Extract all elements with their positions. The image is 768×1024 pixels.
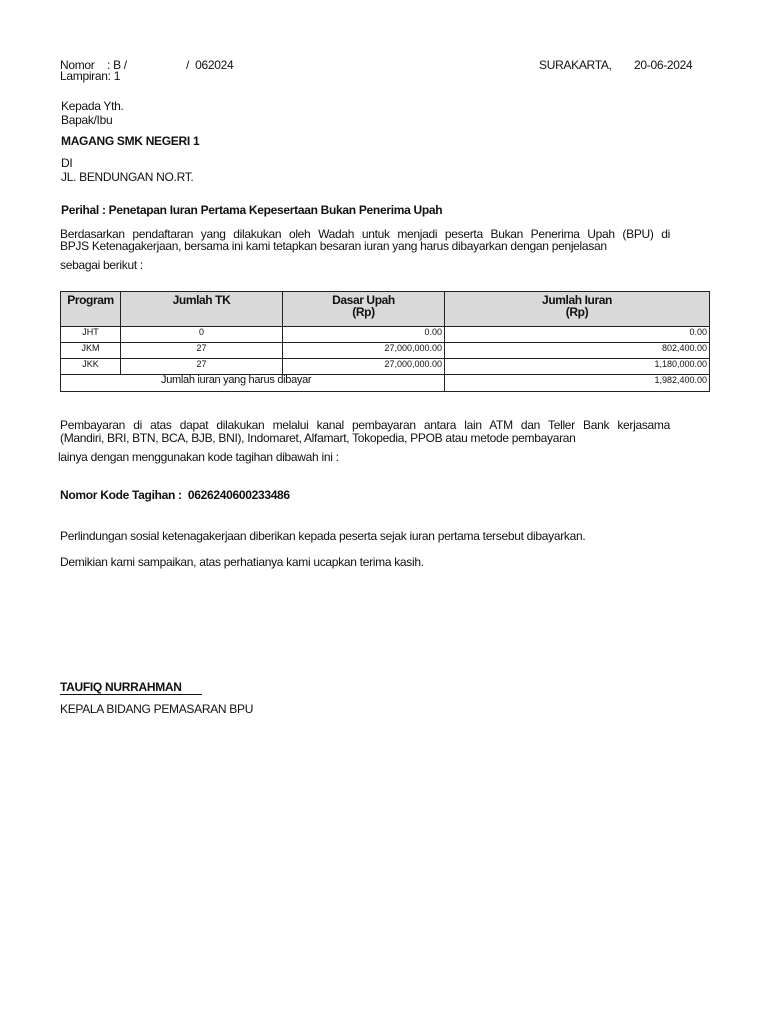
nomor-value: : B / bbox=[107, 58, 127, 72]
signature-name bbox=[60, 681, 202, 694]
header-jumlah-iuran-unit: (Rp) bbox=[565, 305, 589, 319]
header-jumlah-iuran-label: Jumlah Iuran bbox=[542, 293, 612, 307]
payment-line-3: lainya dengan menggunakan kode tagihan dibawah ini : bbox=[58, 450, 339, 464]
signatory-title: KEPALA BIDANG PEMASARAN BPU bbox=[60, 702, 254, 716]
cell-tk: 0 bbox=[121, 327, 283, 343]
iuran-table bbox=[60, 291, 710, 392]
kode-tagihan-value: 0626240600233486 bbox=[187, 488, 290, 502]
header-jumlah-tk-label: Jumlah TK bbox=[172, 293, 231, 307]
recipient-address: JL. BENDUNGAN NO.RT. bbox=[61, 170, 194, 184]
letter-date: 20-06-2024 bbox=[634, 58, 693, 72]
table-header-row bbox=[61, 292, 710, 327]
intro-line-2: BPJS Ketenagakerjaan, bersama ini kami tetapkan besaran iuran yang harus dibayarkan dengan penjelasan bbox=[60, 239, 607, 253]
closing-text: Demikian kami sampaikan, atas perhatianya kami ucapkan terima kasih. bbox=[60, 555, 424, 569]
intro-line-3: sebagai berikut : bbox=[60, 258, 143, 272]
cell-dasar: 0.00 bbox=[283, 327, 445, 343]
signatory-name: TAUFIQ NURRAHMAN bbox=[60, 680, 202, 695]
cell-program: JHT bbox=[61, 327, 121, 343]
header-program: Program bbox=[61, 292, 121, 327]
payment-line-2: (Mandiri, BRI, BTN, BCA, BJB, BNI), Indomaret, Alfamart, Tokopedia, PPOB atau metode pembayaran bbox=[60, 431, 576, 445]
cell-dasar: 27,000,000.00 bbox=[283, 343, 445, 359]
payment-line-1: Pembayaran di atas dapat dilakukan melalui kanal pembayaran antara lain ATM dan Teller Bank kerjasama bbox=[60, 418, 670, 432]
recipient-di: DI bbox=[61, 156, 73, 170]
kepada-yth: Kepada Yth. bbox=[61, 99, 124, 113]
kode-tagihan-label: Nomor Kode Tagihan : bbox=[60, 488, 182, 502]
lampiran: Lampiran: 1 bbox=[60, 69, 121, 83]
cell-program: JKM bbox=[61, 343, 121, 359]
table-row bbox=[61, 343, 710, 359]
bapak-ibu: Bapak/Ibu bbox=[61, 113, 113, 127]
cell-iuran: 802,400.00 bbox=[445, 343, 710, 359]
place: SURAKARTA, bbox=[539, 58, 612, 72]
header-jumlah-tk bbox=[121, 292, 283, 327]
total-label: Jumlah iuran yang harus dibayar bbox=[61, 375, 445, 392]
header-dasar-upah-unit: (Rp) bbox=[352, 305, 375, 319]
header-dasar-upah-label: Dasar Upah bbox=[332, 293, 395, 307]
cell-tk: 27 bbox=[121, 343, 283, 359]
cell-iuran: 1,180,000.00 bbox=[445, 359, 710, 375]
nomor-suffix: / 062024 bbox=[186, 58, 234, 72]
header-dasar-upah bbox=[283, 292, 445, 327]
header-jumlah-iuran bbox=[445, 292, 710, 327]
cell-dasar: 27,000,000.00 bbox=[283, 359, 445, 375]
cell-iuran: 0.00 bbox=[445, 327, 710, 343]
table-row bbox=[61, 327, 710, 343]
nomor-label: Nomor bbox=[60, 58, 95, 72]
table-row bbox=[61, 359, 710, 375]
cell-tk: 27 bbox=[121, 359, 283, 375]
kode-tagihan bbox=[60, 489, 290, 502]
total-value: 1,982,400.00 bbox=[445, 375, 710, 392]
recipient-name: MAGANG SMK NEGERI 1 bbox=[61, 134, 200, 148]
table-total-row bbox=[61, 375, 710, 392]
cell-program: JKK bbox=[61, 359, 121, 375]
subject-line: Perihal : Penetapan Iuran Pertama Kepesertaan Bukan Penerima Upah bbox=[61, 203, 443, 217]
perlindungan-text: Perlindungan sosial ketenagakerjaan diberikan kepada peserta sejak iuran pertama tersebut dibayarkan. bbox=[60, 529, 586, 543]
intro-line-1: Berdasarkan pendaftaran yang dilakukan oleh Wadah untuk menjadi peserta Bukan Penerima Upah (BPU) di bbox=[60, 227, 670, 241]
